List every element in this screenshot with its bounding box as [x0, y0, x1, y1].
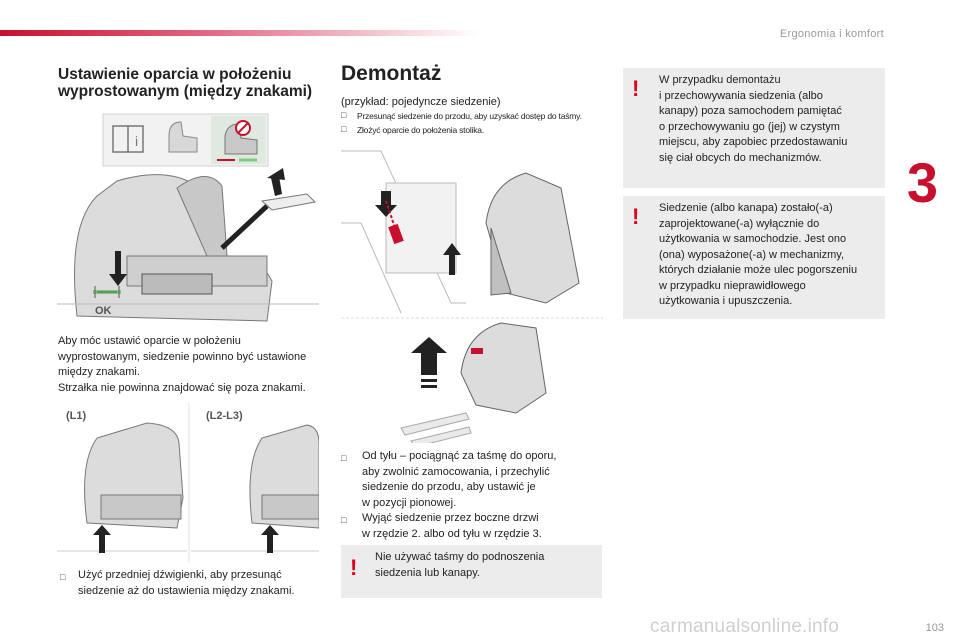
warning-line: W przypadku demontażu: [659, 74, 781, 86]
left-paragraph: [58, 334, 318, 396]
left-para-line: Aby móc ustawić oparcie w położeniu: [58, 335, 241, 347]
middle-small-bullet: Przesunąć siedzenie do przodu, aby uzyskać dostęp do taśmy.: [357, 111, 582, 121]
chapter-number: 3: [906, 151, 938, 214]
step-line: w rzędzie 2. albo od tyłu w rzędzie 3.: [362, 527, 542, 540]
warning-exclamation-icon: !: [632, 76, 640, 101]
warning-line: Siedzenie (albo kanapa) zostało(-a): [659, 202, 833, 214]
l1-label: (L1): [66, 410, 87, 422]
bullet-icon: □: [60, 572, 66, 582]
bullet-icon: □: [341, 453, 347, 463]
step-line: siedzenie do przodu, aby ustawić je: [362, 481, 536, 493]
warning-line: się ciał obcych do mechanizmów.: [659, 151, 822, 164]
warning-exclamation-icon: !: [632, 204, 640, 229]
strap-warning-text: [375, 550, 595, 581]
warning-line: Nie używać taśmy do podnoszenia: [375, 551, 545, 563]
left-bullet-text: [78, 568, 323, 599]
ok-label: OK: [95, 305, 112, 317]
left-bullet-line: Użyć przedniej dźwigienki, aby przesunąć: [78, 569, 282, 581]
warning-line: użytkowania i upuszczenia.: [659, 295, 793, 307]
step-line: aby zwolnić zamocowania, i przechylić: [362, 465, 550, 478]
bullet-icon: □: [341, 515, 347, 525]
step-line: Od tyłu – pociągnąć za taśmę do oporu,: [362, 450, 557, 462]
middle-subtitle: (przykład: pojedyncze siedzenie): [341, 96, 501, 108]
step-line: Wyjąć siedzenie przez boczne drzwi: [362, 512, 539, 524]
left-section-title: [58, 66, 312, 100]
left-title-line1: Ustawienie oparcia w położeniu: [58, 66, 292, 83]
warning-line: kanapy) poza samochodem pamiętać: [659, 105, 842, 117]
watermark: carmanualsonline.info: [650, 616, 840, 637]
seat-removal-illustration: [341, 143, 603, 443]
bullet-icon: □: [341, 124, 347, 134]
warning-line: o przechowywaniu go (jej) w czystym: [659, 120, 840, 133]
middle-small-bullet: Złożyć oparcie do położenia stolika.: [357, 125, 484, 135]
l2-l3-seat-figure: [191, 425, 319, 553]
warning-line: zaprojektowane(-a) wyłącznie do: [659, 217, 820, 230]
left-para-line: Strzałka nie powinna znajdować się poza znakami.: [58, 381, 306, 394]
bullet-icon: □: [341, 110, 347, 120]
left-para-line: wyprostowanym, siedzenie powinno być ustawione: [58, 350, 307, 363]
step-line: w pozycji pionowej.: [362, 496, 457, 509]
page-number: 103: [925, 622, 944, 634]
warning-line: użytkowania w samochodzie. Jest ono: [659, 233, 847, 245]
warning-line: (ona) wyposażone(-a) w mechanizmy,: [659, 248, 845, 261]
warning-line: i przechowywania siedzenia (albo: [659, 89, 823, 102]
left-bullet-line: siedzenie aż do ustawienia między znakami.: [78, 584, 295, 597]
left-para-line: między znakami.: [58, 366, 140, 378]
svg-text:i: i: [135, 133, 139, 149]
warning-exclamation-icon: !: [350, 555, 358, 580]
l2-l3-label: (L2-L3): [206, 410, 243, 422]
header-accent-bar: [0, 30, 480, 36]
middle-section-title: Demontaż: [341, 62, 442, 85]
seat-backrest-illustration: [57, 106, 319, 326]
seat-lever-illustrations: [57, 403, 319, 563]
section-title: Ergonomia i komfort: [779, 28, 884, 40]
left-title-line2: wyprostowanym (między znakami): [58, 83, 313, 100]
usage-warning-text: [659, 201, 881, 310]
warning-line: siedzenia lub kanapy.: [375, 566, 480, 579]
l1-seat-figure: [57, 423, 187, 553]
seat-warning-icon: [211, 116, 266, 164]
storage-warning-text: [659, 73, 879, 166]
warning-line: w przypadku nieprawidłowego: [659, 279, 806, 292]
warning-line: których działanie może ulec pogorszeniu: [659, 264, 858, 276]
middle-steps: [362, 449, 607, 542]
warning-line: miejscu, aby zapobiec przedostawaniu: [659, 136, 848, 148]
